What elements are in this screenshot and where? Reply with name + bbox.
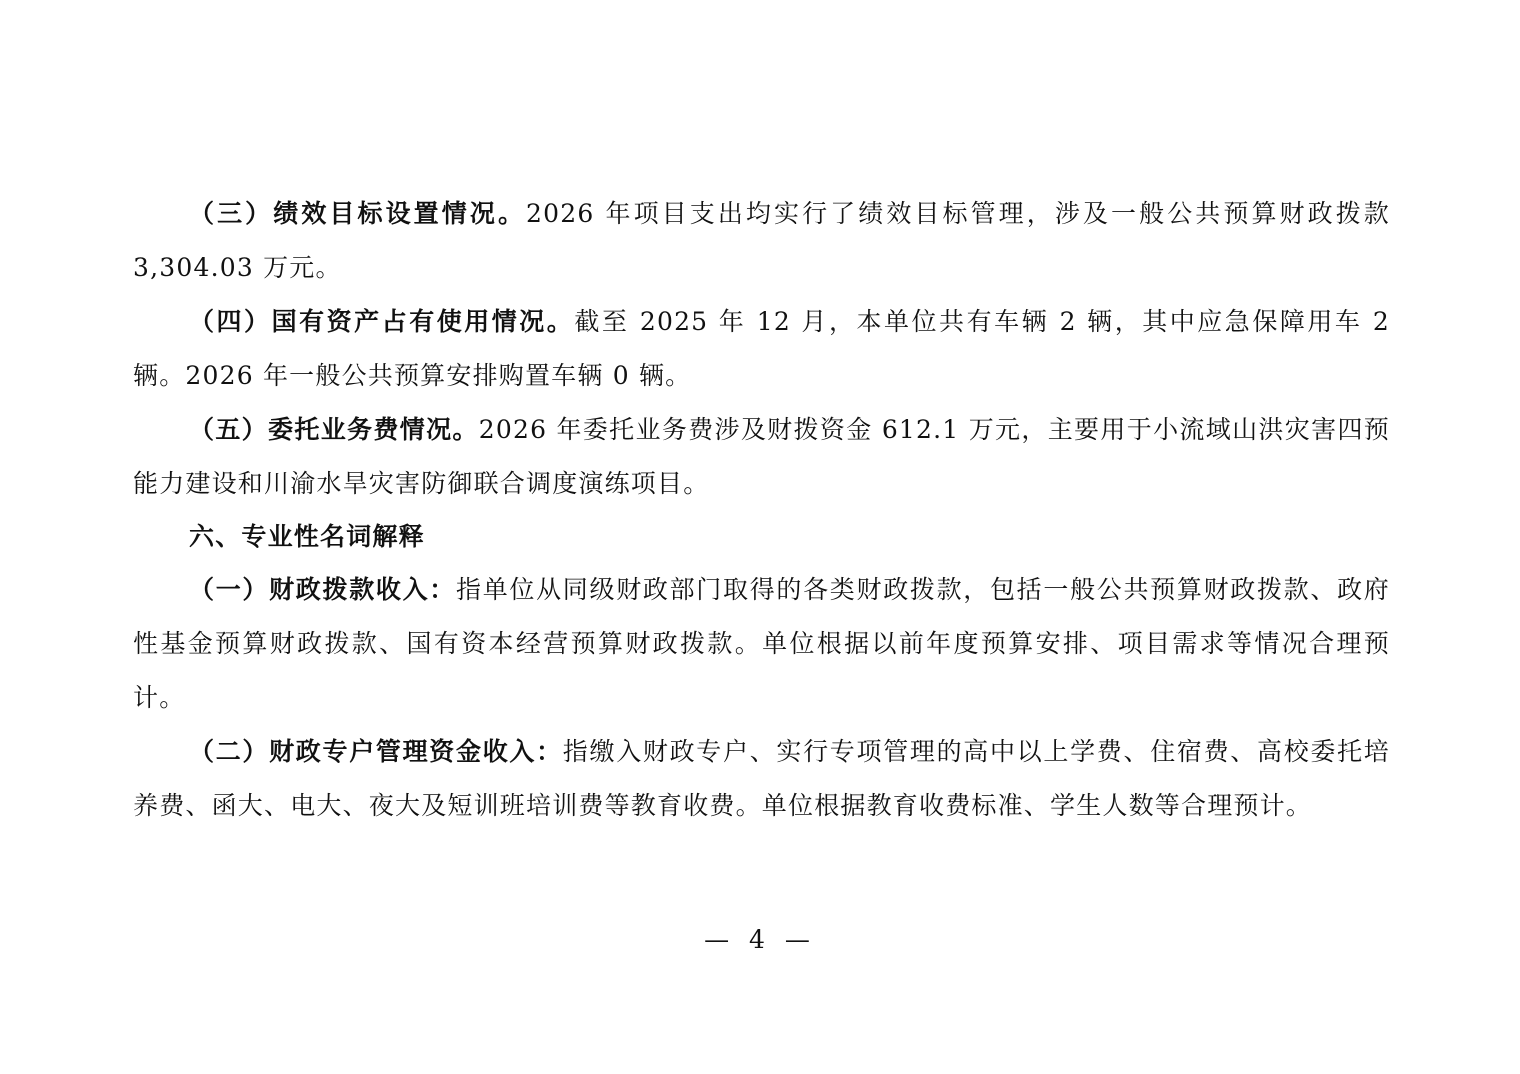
term-fiscal-appropriation (133, 563, 1390, 725)
paragraph-lead: （四）国有资产占有使用情况。 (189, 307, 575, 336)
paragraph-lead: （三）绩效目标设置情况。 (189, 199, 527, 228)
term-special-account (133, 725, 1390, 833)
section-heading: 六、专业性名词解释 (189, 522, 425, 551)
paragraph-body: 截至 2025 年 12 月，本单位共有车辆 2 辆，其中应急保障用车 2 辆。2026 年一般公共预算安排购置车辆 0 辆。 (133, 307, 1390, 390)
paragraph-lead: （五）委托业务费情况。 (189, 415, 479, 444)
term-lead: （一）财政拨款收入： (189, 575, 456, 604)
paragraph-performance-targets (133, 187, 1390, 295)
term-body: 指单位从同级财政部门取得的各类财政拨款，包括一般公共预算财政拨款、政府性基金预算财政拨款、国有资本经营预算财政拨款。单位根据以前年度预算安排、项目需求等情况合理预计。 (133, 575, 1390, 712)
paragraph-commission-fees (133, 403, 1390, 511)
paragraph-state-assets (133, 295, 1390, 403)
term-lead: （二）财政专户管理资金收入： (189, 737, 563, 766)
page-number: — 4 — (704, 925, 816, 954)
term-body: 指缴入财政专户、实行专项管理的高中以上学费、住宿费、高校委托培养费、函大、电大、夜大及短训班培训费等教育收费。单位根据教育收费标准、学生人数等合理预计。 (133, 737, 1390, 820)
paragraph-body: 2026 年委托业务费涉及财拨资金 612.1 万元，主要用于小流域山洪灾害四预能力建设和川渝水旱灾害防御联合调度演练项目。 (133, 415, 1390, 498)
paragraph-body: 2026 年项目支出均实行了绩效目标管理，涉及一般公共预算财政拨款 3,304.03 万元。 (133, 199, 1390, 282)
